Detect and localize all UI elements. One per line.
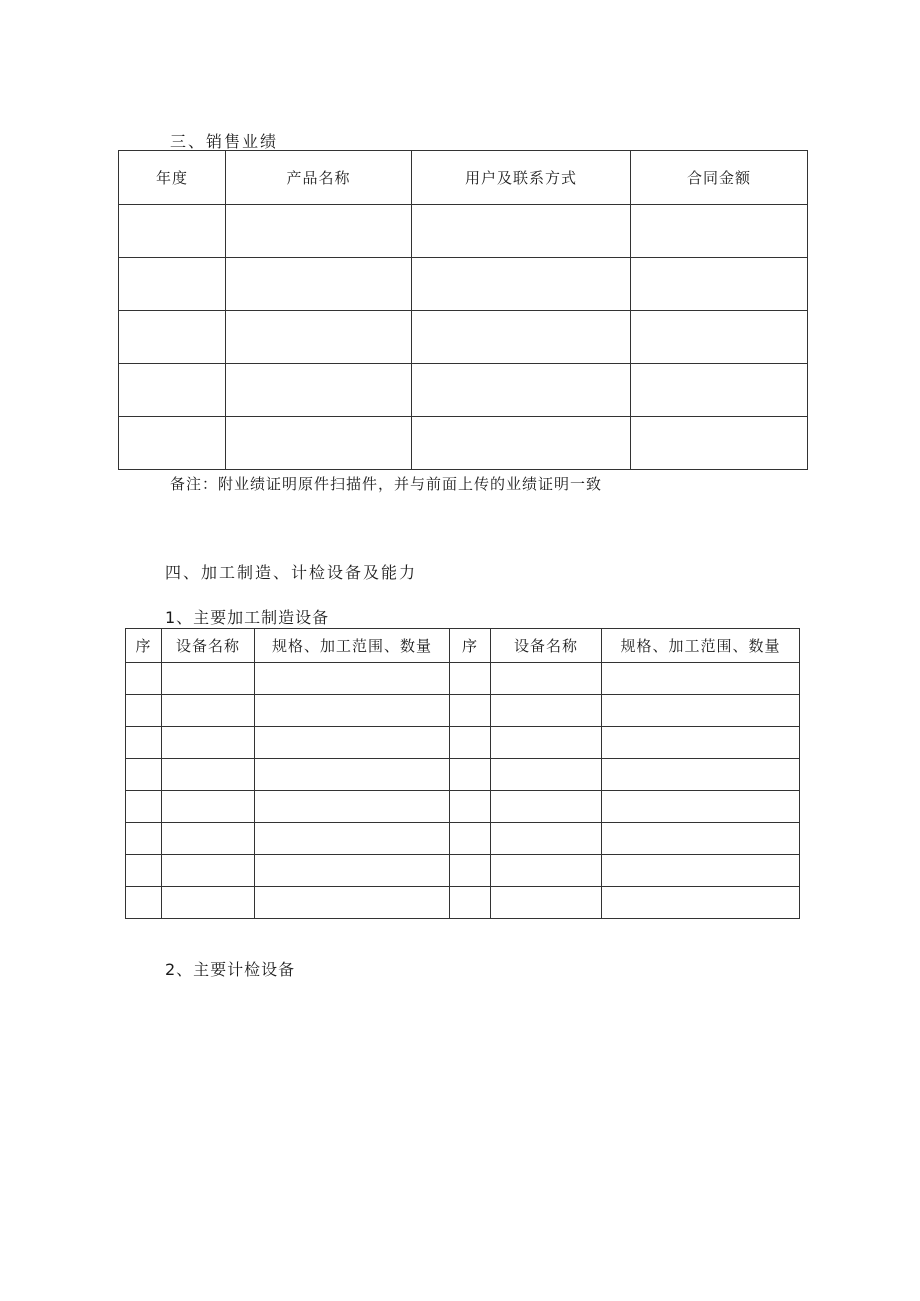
table-cell [255,823,450,855]
table-row [126,887,800,919]
table-cell [491,887,602,919]
table-cell [126,791,162,823]
column-header-product-name: 产品名称 [226,151,412,205]
table-cell [119,311,226,364]
table-cell [491,855,602,887]
table-cell [602,727,800,759]
table-cell [255,791,450,823]
table-cell [226,364,412,417]
table-cell [412,417,631,470]
table-row [126,855,800,887]
table-row [119,258,808,311]
table-cell [226,311,412,364]
table-cell [255,855,450,887]
table-cell [162,727,255,759]
table-cell [491,791,602,823]
table-cell [255,887,450,919]
table-cell [631,258,808,311]
table-cell [602,759,800,791]
table-cell [226,417,412,470]
table-row [126,695,800,727]
table-cell [255,759,450,791]
table-cell [412,311,631,364]
table-cell [162,759,255,791]
table-cell [255,695,450,727]
table-cell [162,791,255,823]
table-cell [162,663,255,695]
table-cell [602,823,800,855]
table-cell [162,695,255,727]
column-header-equipment-name: 设备名称 [162,629,255,663]
table-cell [602,695,800,727]
table-cell [631,205,808,258]
table-cell [602,663,800,695]
table-cell [450,823,491,855]
table-cell [491,759,602,791]
sales-performance-table [118,150,808,470]
table-cell [126,695,162,727]
table-cell [602,887,800,919]
table-cell [255,727,450,759]
table-cell [412,364,631,417]
table-header-row [119,151,808,205]
table-cell [255,663,450,695]
table-cell [126,823,162,855]
table-cell [226,258,412,311]
column-header-spec-range-qty: 规格、加工范围、数量 [602,629,800,663]
table-header-row [126,629,800,663]
table-cell [450,663,491,695]
table-row [126,823,800,855]
sales-table-body [119,205,808,470]
table-cell [491,727,602,759]
column-header-contract-amount: 合同金额 [631,151,808,205]
table-row [126,759,800,791]
table-cell [450,727,491,759]
table-cell [126,887,162,919]
table-row [126,663,800,695]
table-cell [631,364,808,417]
table-cell [491,823,602,855]
table-row [119,417,808,470]
table-cell [162,855,255,887]
table-cell [162,887,255,919]
subsection2-title: 2、主要计检设备 [165,960,296,979]
column-header-customer-contact: 用户及联系方式 [412,151,631,205]
table-cell [450,695,491,727]
table-cell [126,727,162,759]
table-cell [412,258,631,311]
table-cell [450,887,491,919]
section4-title: 四、加工制造、计检设备及能力 [165,563,418,582]
table-cell [119,205,226,258]
table-row [126,727,800,759]
section3-title: 三、销售业绩 [170,132,279,151]
table-cell [491,695,602,727]
table-cell [631,311,808,364]
column-header-seq: 序 [126,629,162,663]
table-cell [119,417,226,470]
table-cell [119,364,226,417]
table-cell [126,855,162,887]
table-cell [162,823,255,855]
table-cell [126,663,162,695]
equipment-table-body [126,663,800,919]
table-cell [450,791,491,823]
table-cell [412,205,631,258]
table-cell [631,417,808,470]
table-row [119,364,808,417]
sales-note: 备注：附业绩证明原件扫描件，并与前面上传的业绩证明一致 [170,475,603,493]
table-cell [602,855,800,887]
table-row [119,311,808,364]
column-header-seq: 序 [450,629,491,663]
column-header-spec-range-qty: 规格、加工范围、数量 [255,629,450,663]
table-cell [450,855,491,887]
table-cell [602,791,800,823]
subsection1-title: 1、主要加工制造设备 [165,608,330,627]
column-header-equipment-name: 设备名称 [491,629,602,663]
table-cell [491,663,602,695]
table-cell [126,759,162,791]
column-header-year: 年度 [119,151,226,205]
table-row [119,205,808,258]
table-cell [450,759,491,791]
table-row [126,791,800,823]
manufacturing-equipment-table [125,628,800,919]
table-cell [119,258,226,311]
table-cell [226,205,412,258]
